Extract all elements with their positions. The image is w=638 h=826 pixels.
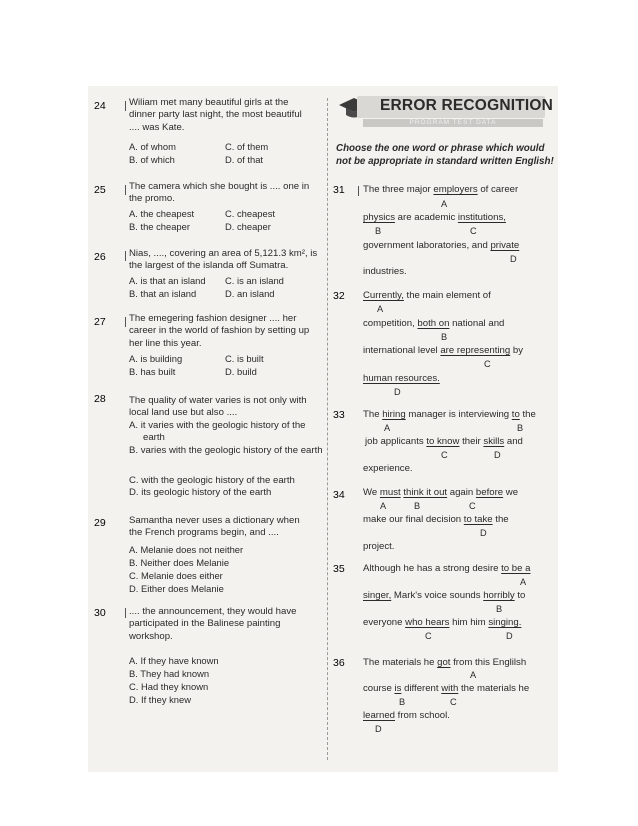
question-number-29: 29 <box>94 517 106 529</box>
underlined-option-c[interactable]: are representing <box>440 345 511 356</box>
question-29-stem: Samantha never uses a dictionary when the French programs begin, and .... <box>129 515 300 539</box>
underlined-option-d[interactable]: learned <box>363 710 396 721</box>
underlined-option-a[interactable]: Currently, <box>363 290 404 301</box>
question-34-line-3: project. <box>363 541 395 552</box>
underlined-option-c[interactable]: with <box>441 683 459 694</box>
question-35-line-3 <box>363 617 521 628</box>
option-label-d: D <box>506 631 513 641</box>
underlined-option-d[interactable]: private <box>490 240 520 251</box>
option-label-a: A <box>380 501 387 511</box>
underlined-option-c[interactable]: before <box>475 487 504 498</box>
question-26-option-d[interactable]: D. an island <box>225 288 275 299</box>
underlined-option-b[interactable]: think it out <box>403 487 448 498</box>
option-label-b: B <box>399 697 406 707</box>
option-label-a: A <box>470 670 477 680</box>
option-label-d: D <box>375 724 382 734</box>
text-fragment: from school. <box>395 710 450 721</box>
question-28-stem: The quality of water varies is not only with local land use but also .... <box>129 395 307 419</box>
underlined-option-b[interactable]: physics <box>363 212 395 223</box>
option-label-a: A <box>441 199 448 209</box>
text-fragment: the materials he <box>458 683 530 694</box>
question-30-option-c[interactable]: C. Had they known <box>129 681 209 692</box>
question-32-line-2 <box>363 318 504 329</box>
question-36-line-1 <box>363 657 526 668</box>
question-30-stem: .... the announcement, they would have participated in the Balinese painting workshop. <box>129 606 297 642</box>
underlined-option-c[interactable]: who hears <box>405 617 450 628</box>
text-fragment: competition, <box>363 318 418 329</box>
question-34-line-2 <box>363 514 509 525</box>
option-label-d: D <box>480 528 487 538</box>
question-28-option-a[interactable]: A. it varies with the geologic history of the earth <box>129 420 306 444</box>
question-31-line-2 <box>363 212 506 223</box>
underlined-option-c[interactable]: institutions, <box>457 212 506 223</box>
section-title: ERROR RECOGNITION <box>380 97 554 114</box>
underlined-option-a[interactable]: to be a <box>501 563 531 574</box>
text-fragment: course <box>363 683 395 694</box>
question-number-30: 30 <box>94 607 106 619</box>
option-label-d: D <box>510 254 517 264</box>
option-label-b: B <box>414 501 421 511</box>
question-number-24: 24 <box>94 100 106 112</box>
question-31-line-4: industries. <box>363 266 407 277</box>
underlined-option-b[interactable]: both on <box>417 318 450 329</box>
question-27-option-d[interactable]: D. build <box>225 366 257 377</box>
question-number-25: 25 <box>94 184 106 196</box>
question-33-line-2 <box>365 436 523 447</box>
question-25-option-a[interactable]: A. the cheapest <box>129 208 195 219</box>
text-fragment: are academic <box>395 212 458 223</box>
question-25-stem: The camera which she bought is .... one in the promo. <box>129 181 310 205</box>
underlined-option-d[interactable]: to take <box>463 514 493 525</box>
underlined-option-b[interactable]: to <box>511 409 520 420</box>
margin-bar <box>125 317 126 327</box>
question-30-option-d[interactable]: D. If they knew <box>129 694 192 705</box>
margin-bar <box>125 251 126 261</box>
question-29-option-b[interactable]: B. Neither does Melanie <box>129 557 230 568</box>
question-number-31: 31 <box>333 184 345 196</box>
question-number-36: 36 <box>333 657 345 669</box>
text-fragment: Although he has a strong desire <box>363 563 502 574</box>
text-fragment: make our final decision <box>363 514 464 525</box>
margin-bar <box>125 101 126 111</box>
question-24-option-a[interactable]: A. of whom <box>129 141 176 152</box>
question-number-26: 26 <box>94 251 106 263</box>
option-label-c: C <box>484 359 491 369</box>
text-fragment: Mark's voice sounds <box>391 590 484 601</box>
underlined-option-a[interactable]: employers <box>433 184 478 195</box>
text-fragment: The three major <box>363 184 434 195</box>
text-fragment: we <box>503 487 519 498</box>
option-label-a: A <box>384 423 391 433</box>
underlined-option-c[interactable]: to know <box>426 436 460 447</box>
underlined-option-a[interactable]: hiring <box>382 409 406 420</box>
question-28-option-c[interactable]: C. with the geologic history of the earth <box>129 475 295 486</box>
underlined-option-b[interactable]: is <box>394 683 402 694</box>
question-28-option-d[interactable]: D. its geologic history of the earth <box>129 487 272 498</box>
option-label-a: A <box>520 577 527 587</box>
question-34-line-1 <box>363 487 518 498</box>
option-label-b: B <box>517 423 524 433</box>
option-label-c: C <box>470 226 477 236</box>
option-label-b: B <box>441 332 448 342</box>
text-fragment: again <box>447 487 476 498</box>
text-fragment: different <box>401 683 442 694</box>
underlined-option-d[interactable]: skills <box>483 436 505 447</box>
section-subtitle: PROGRAM TEST DATA <box>363 119 543 127</box>
question-32-line-3 <box>363 345 523 356</box>
question-29-option-c[interactable]: C. Melanie does either <box>129 570 223 581</box>
question-25-option-b[interactable]: B. the cheaper <box>129 221 190 232</box>
question-27-option-c[interactable]: C. is built <box>225 353 264 364</box>
question-24-option-c[interactable]: C. of them <box>225 141 269 152</box>
text-fragment: manager is interviewing <box>405 409 512 420</box>
option-label-b: B <box>375 226 382 236</box>
margin-bar <box>358 186 359 196</box>
text-fragment: government laboratories, and <box>363 240 491 251</box>
question-24-option-b[interactable]: B. of which <box>129 154 175 165</box>
question-33-line-1 <box>363 409 536 420</box>
text-fragment: the main element of <box>403 290 491 301</box>
text-fragment: national and <box>449 318 505 329</box>
question-33-line-3: experience. <box>363 463 413 474</box>
question-27-option-b[interactable]: B. has built <box>129 366 176 377</box>
option-label-c: C <box>441 450 448 460</box>
question-24-stem: Wiliam met many beautiful girls at the dinner party last night, the most beautiful .... was Kate. <box>129 97 302 133</box>
question-number-27: 27 <box>94 316 106 328</box>
question-31-line-3 <box>363 240 519 251</box>
option-label-d: D <box>394 387 401 397</box>
column-divider <box>327 98 328 760</box>
question-28-option-b[interactable]: B. varies with the geologic history of the earth <box>129 445 323 456</box>
text-fragment: their <box>459 436 484 447</box>
text-fragment: of career <box>477 184 519 195</box>
text-fragment: The materials he <box>363 657 438 668</box>
text-fragment: from this Englilsh <box>450 657 527 668</box>
question-24-option-d[interactable]: D. of that <box>225 154 264 165</box>
text-fragment: The <box>363 409 383 420</box>
question-36-line-3 <box>363 710 450 721</box>
option-label-c: C <box>469 501 476 511</box>
text-fragment: him him <box>449 617 489 628</box>
margin-bar <box>125 185 126 195</box>
text-fragment: international level <box>363 345 441 356</box>
text-fragment: We <box>363 487 380 498</box>
option-label-c: C <box>425 631 432 641</box>
text-fragment: job applicants <box>365 436 427 447</box>
question-35-line-2 <box>363 590 525 601</box>
text-fragment: everyone <box>363 617 406 628</box>
question-30-option-b[interactable]: B. They had known <box>129 668 210 679</box>
question-26-stem: Nias, ...., covering an area of 5,121.3 km², is the largest of the islanda off Sumatra. <box>129 248 318 272</box>
underlined-option-b[interactable]: horribly <box>483 590 515 601</box>
question-32-line-4 <box>363 373 440 384</box>
question-number-33: 33 <box>333 409 345 421</box>
question-35-line-1 <box>363 563 530 574</box>
instructions: Choose the one word or phrase which would not be appropriate in standard written English! <box>336 143 554 167</box>
question-25-option-d[interactable]: D. cheaper <box>225 221 271 232</box>
question-number-32: 32 <box>333 290 345 302</box>
question-number-34: 34 <box>333 489 345 501</box>
text-fragment: to <box>514 590 526 601</box>
question-25-option-c[interactable]: C. cheapest <box>225 208 276 219</box>
question-29-option-a[interactable]: A. Melanie does not neither <box>129 544 244 555</box>
question-27-stem: The emegering fashion designer .... her career in the world of fashion by setting up her line this year. <box>129 313 310 349</box>
question-29-option-d[interactable]: D. Either does Melanie <box>129 583 224 594</box>
option-label-d: D <box>494 450 501 460</box>
margin-bar <box>125 608 126 618</box>
text-fragment: the <box>492 514 509 525</box>
question-27-option-a[interactable]: A. is building <box>129 353 183 364</box>
option-label-a: A <box>377 304 384 314</box>
question-number-35: 35 <box>333 563 345 575</box>
question-number-28: 28 <box>94 393 106 405</box>
question-31-line-1 <box>363 184 518 195</box>
underlined-option-d[interactable]: singing. <box>488 617 522 628</box>
question-26-option-c[interactable]: C. is an island <box>225 275 284 286</box>
question-36-line-2 <box>363 683 529 694</box>
option-label-c: C <box>450 697 457 707</box>
underlined-option-d[interactable]: human resources. <box>363 373 440 384</box>
question-32-line-1 <box>363 290 491 301</box>
question-26-option-a[interactable]: A. is that an island <box>129 275 206 286</box>
text-fragment: by <box>510 345 524 356</box>
underlined-option-a-cont[interactable]: singer, <box>363 590 392 601</box>
option-label-b: B <box>496 604 503 614</box>
underlined-option-a[interactable]: got <box>437 657 451 668</box>
question-30-option-a[interactable]: A. If they have known <box>129 655 219 666</box>
text-fragment: the <box>519 409 536 420</box>
text-fragment: and <box>504 436 523 447</box>
question-26-option-b[interactable]: B. that an island <box>129 288 197 299</box>
underlined-option-a[interactable]: must <box>379 487 401 498</box>
